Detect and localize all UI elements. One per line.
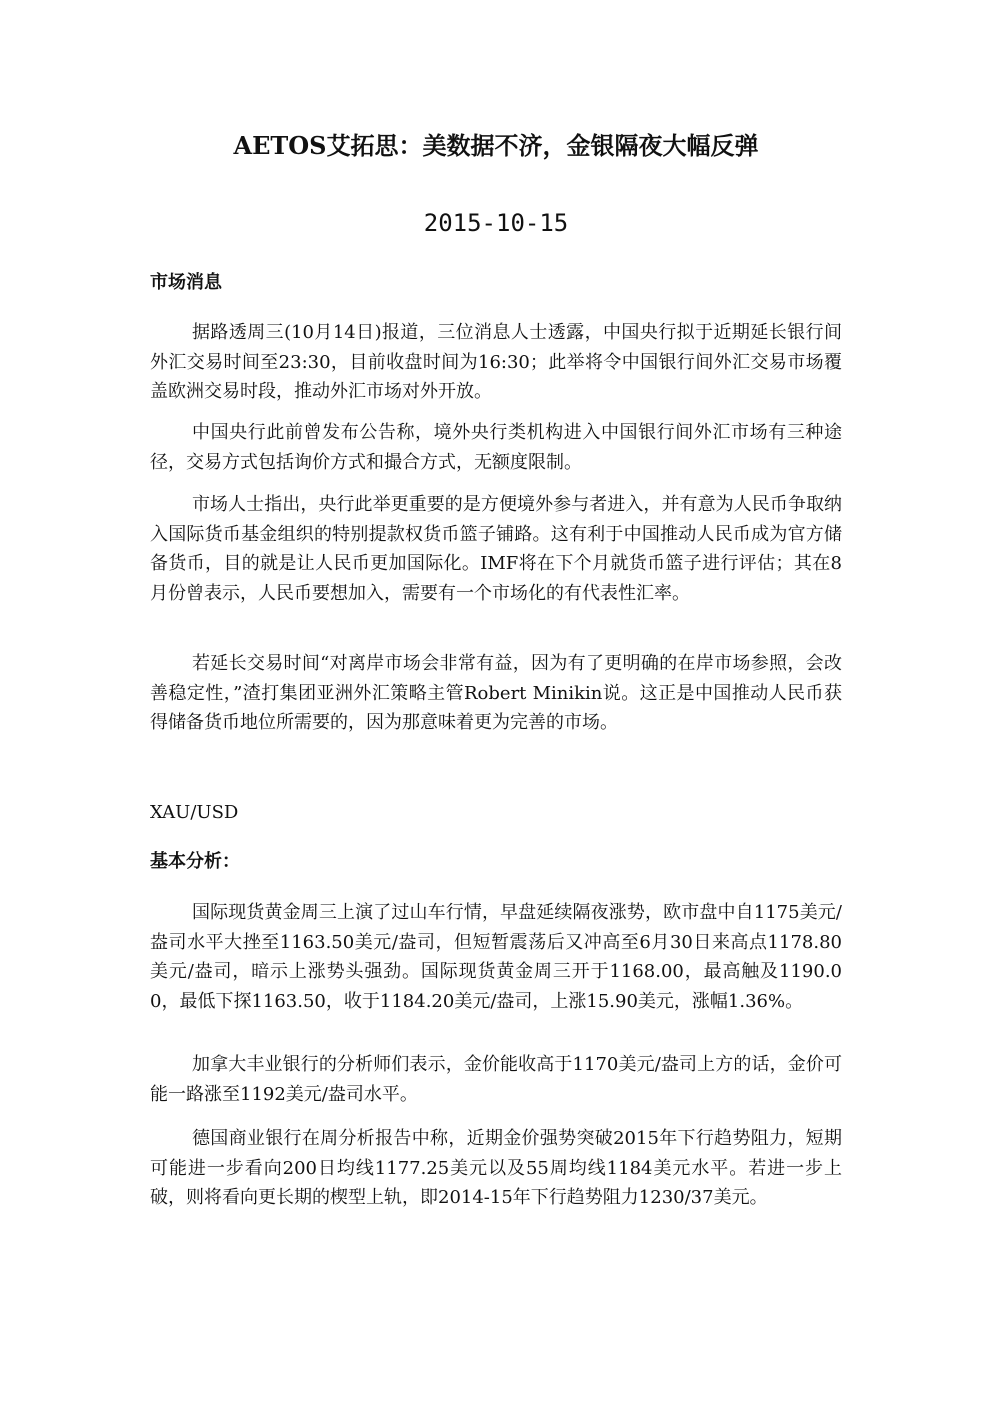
document-title: AETOS艾拓思：美数据不济，金银隔夜大幅反弹 [233,131,759,160]
market-news-paragraph-2: 中国央行此前曾发布公告称，境外央行类机构进入中国银行间外汇市场有三种途径，交易方式包括询价方式和撮合方式，无额度限制。 [150,422,842,473]
fundamental-analysis-heading: 基本分析： [150,851,240,872]
market-news-paragraph-4: 若延长交易时间“对离岸市场会非常有益，因为有了更明确的在岸市场参照，会改善稳定性，”渣打集团亚洲外汇策略主管Robert Minikin说。这正是中国推动人民币获得储备货币地位所需要的，因为那意味着更为完善的市场。 [150,653,842,733]
document-date: 2015-10-15 [423,209,569,237]
analysis-paragraph-2: 加拿大丰业银行的分析师们表示，金价能收高于1170美元/盎司上方的话，金价可能一路涨至1192美元/盎司水平。 [150,1054,842,1105]
analysis-paragraph-1: 国际现货黄金周三上演了过山车行情，早盘延续隔夜涨势，欧市盘中自1175美元/盎司水平大挫至1163.50美元/盎司，但短暂震荡后又冲高至6月30日来高点1178.80美元/盎司，暗示上涨势头强劲。国际现货黄金周三开于1168.00，最高触及1190.00，最低下探1163.50，收于1184.20美元/盎司，上涨15.90美元，涨幅1.36%。 [150,902,842,1012]
analysis-paragraph-3: 德国商业银行在周分析报告中称，近期金价强势突破2015年下行趋势阻力，短期可能进一步看向200日均线1177.25美元以及55周均线1184美元水平。若进一步上破，则将看向更长期的楔型上轨，即2014-15年下行趋势阻力1230/37美元。 [150,1128,842,1208]
instrument-label: XAU/USD [150,802,239,823]
market-news-paragraph-1: 据路透周三(10月14日)报道，三位消息人士透露，中国央行拟于近期延长银行间外汇交易时间至23:30，目前收盘时间为16:30；此举将令中国银行间外汇交易市场覆盖欧洲交易时段，推动外汇市场对外开放。 [150,322,842,402]
market-news-paragraph-3: 市场人士指出，央行此举更重要的是方便境外参与者进入，并有意为人民币争取纳入国际货币基金组织的特别提款权货币篮子铺路。这有利于中国推动人民币成为官方储备货币，目的就是让人民币更加国际化。IMF将在下个月就货币篮子进行评估；其在8月份曾表示，人民币要想加入，需要有一个市场化的有代表性汇率。 [150,494,842,604]
market-news-heading: 市场消息 [150,272,222,293]
